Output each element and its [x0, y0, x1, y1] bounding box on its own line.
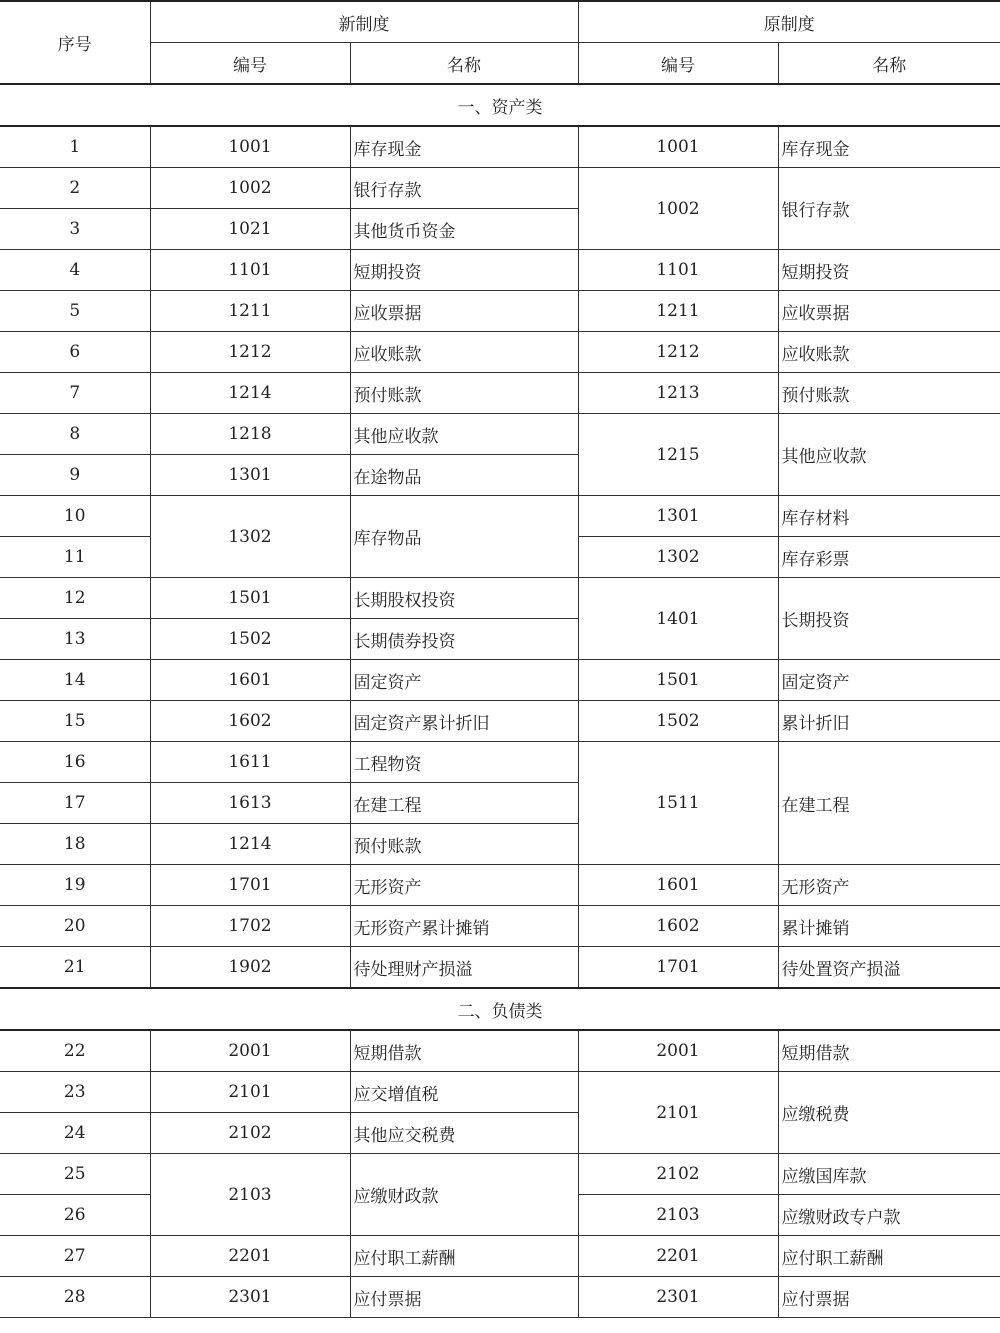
old-code-cell: 1701 [578, 947, 778, 989]
old-name-cell: 短期投资 [778, 250, 1000, 291]
seq-cell: 7 [0, 373, 150, 414]
new-name-cell: 固定资产 [350, 660, 578, 701]
new-name-cell: 预付账款 [350, 824, 578, 865]
header-old-name: 名称 [778, 43, 1000, 85]
old-code-cell: 1001 [578, 126, 778, 168]
old-name-cell: 应缴财政专户款 [778, 1195, 1000, 1236]
old-code-cell: 2102 [578, 1154, 778, 1195]
new-name-cell: 在途物品 [350, 455, 578, 496]
table-row [0, 250, 1000, 291]
new-name-cell: 银行存款 [350, 168, 578, 209]
header-old-code: 编号 [578, 43, 778, 85]
seq-cell: 12 [0, 578, 150, 619]
new-code-cell: 2101 [150, 1072, 350, 1113]
seq-cell: 8 [0, 414, 150, 455]
table-row [0, 168, 1000, 209]
seq-cell: 28 [0, 1277, 150, 1318]
new-name-cell: 其他货币资金 [350, 209, 578, 250]
new-code-cell: 1602 [150, 701, 350, 742]
table-row [0, 1030, 1000, 1072]
old-name-cell: 累计摊销 [778, 906, 1000, 947]
new-name-cell: 长期债券投资 [350, 619, 578, 660]
table-body [0, 84, 1000, 1318]
new-code-cell: 2102 [150, 1113, 350, 1154]
old-name-cell: 固定资产 [778, 660, 1000, 701]
seq-cell: 27 [0, 1236, 150, 1277]
table-row [0, 947, 1000, 989]
table-row [0, 373, 1000, 414]
table-row [0, 701, 1000, 742]
seq-cell: 9 [0, 455, 150, 496]
table-row [0, 1236, 1000, 1277]
table-row [0, 332, 1000, 373]
table-row [0, 1072, 1000, 1113]
seq-cell: 18 [0, 824, 150, 865]
new-name-cell: 应交增值税 [350, 1072, 578, 1113]
new-code-cell: 1701 [150, 865, 350, 906]
seq-cell: 4 [0, 250, 150, 291]
old-name-cell: 应收账款 [778, 332, 1000, 373]
new-name-cell: 在建工程 [350, 783, 578, 824]
new-code-cell: 1214 [150, 824, 350, 865]
table-row [0, 291, 1000, 332]
new-code-cell: 1211 [150, 291, 350, 332]
header-old-system: 原制度 [578, 1, 1000, 43]
seq-cell: 21 [0, 947, 150, 989]
old-code-cell: 1215 [578, 414, 778, 496]
new-name-cell: 应收票据 [350, 291, 578, 332]
new-name-cell: 长期股权投资 [350, 578, 578, 619]
new-name-cell: 应收账款 [350, 332, 578, 373]
seq-cell: 10 [0, 496, 150, 537]
new-name-cell: 工程物资 [350, 742, 578, 783]
old-name-cell: 库存材料 [778, 496, 1000, 537]
seq-cell: 13 [0, 619, 150, 660]
old-code-cell: 2103 [578, 1195, 778, 1236]
old-name-cell: 应缴国库款 [778, 1154, 1000, 1195]
seq-cell: 1 [0, 126, 150, 168]
old-name-cell: 库存彩票 [778, 537, 1000, 578]
new-code-cell: 1302 [150, 496, 350, 578]
seq-cell: 11 [0, 537, 150, 578]
old-code-cell: 1212 [578, 332, 778, 373]
old-name-cell: 在建工程 [778, 742, 1000, 865]
old-code-cell: 1601 [578, 865, 778, 906]
new-name-cell: 短期借款 [350, 1030, 578, 1072]
old-name-cell: 待处置资产损溢 [778, 947, 1000, 989]
new-code-cell: 1214 [150, 373, 350, 414]
new-code-cell: 1001 [150, 126, 350, 168]
seq-cell: 2 [0, 168, 150, 209]
new-name-cell: 无形资产累计摊销 [350, 906, 578, 947]
new-code-cell: 1502 [150, 619, 350, 660]
table-row [0, 496, 1000, 537]
table-row [0, 742, 1000, 783]
new-code-cell: 2301 [150, 1277, 350, 1318]
old-name-cell: 应收票据 [778, 291, 1000, 332]
seq-cell: 3 [0, 209, 150, 250]
new-code-cell: 1212 [150, 332, 350, 373]
seq-cell: 22 [0, 1030, 150, 1072]
new-code-cell: 1611 [150, 742, 350, 783]
old-name-cell: 预付账款 [778, 373, 1000, 414]
new-name-cell: 应付职工薪酬 [350, 1236, 578, 1277]
new-code-cell: 1501 [150, 578, 350, 619]
section-title: 二、负债类 [0, 988, 1000, 1030]
new-code-cell: 1002 [150, 168, 350, 209]
header-new-system: 新制度 [150, 1, 578, 43]
new-name-cell: 固定资产累计折旧 [350, 701, 578, 742]
new-code-cell: 2103 [150, 1154, 350, 1236]
table-row [0, 1277, 1000, 1318]
old-name-cell: 长期投资 [778, 578, 1000, 660]
new-name-cell: 其他应收款 [350, 414, 578, 455]
new-name-cell: 预付账款 [350, 373, 578, 414]
new-name-cell: 其他应交税费 [350, 1113, 578, 1154]
old-code-cell: 1511 [578, 742, 778, 865]
new-name-cell: 库存现金 [350, 126, 578, 168]
table-row [0, 1154, 1000, 1195]
old-code-cell: 2201 [578, 1236, 778, 1277]
table-row [0, 414, 1000, 455]
table-row [0, 865, 1000, 906]
old-code-cell: 1302 [578, 537, 778, 578]
old-code-cell: 1211 [578, 291, 778, 332]
section-title: 一、资产类 [0, 84, 1000, 126]
new-code-cell: 1601 [150, 660, 350, 701]
new-code-cell: 1218 [150, 414, 350, 455]
old-code-cell: 1301 [578, 496, 778, 537]
table-header [0, 1, 1000, 84]
new-name-cell: 短期投资 [350, 250, 578, 291]
table-row [0, 906, 1000, 947]
new-name-cell: 待处理财产损溢 [350, 947, 578, 989]
new-code-cell: 1613 [150, 783, 350, 824]
old-code-cell: 1213 [578, 373, 778, 414]
old-name-cell: 应付票据 [778, 1277, 1000, 1318]
seq-cell: 20 [0, 906, 150, 947]
header-new-name: 名称 [350, 43, 578, 85]
seq-cell: 19 [0, 865, 150, 906]
old-code-cell: 1602 [578, 906, 778, 947]
new-code-cell: 1702 [150, 906, 350, 947]
old-code-cell: 1501 [578, 660, 778, 701]
new-name-cell: 应付票据 [350, 1277, 578, 1318]
new-code-cell: 1902 [150, 947, 350, 989]
old-name-cell: 其他应收款 [778, 414, 1000, 496]
header-seq: 序号 [0, 1, 150, 84]
new-code-cell: 2001 [150, 1030, 350, 1072]
seq-cell: 26 [0, 1195, 150, 1236]
new-name-cell: 应缴财政款 [350, 1154, 578, 1236]
new-code-cell: 1021 [150, 209, 350, 250]
seq-cell: 23 [0, 1072, 150, 1113]
seq-cell: 6 [0, 332, 150, 373]
old-code-cell: 2101 [578, 1072, 778, 1154]
old-name-cell: 短期借款 [778, 1030, 1000, 1072]
seq-cell: 24 [0, 1113, 150, 1154]
seq-cell: 14 [0, 660, 150, 701]
table-row [0, 660, 1000, 701]
old-name-cell: 银行存款 [778, 168, 1000, 250]
new-code-cell: 1101 [150, 250, 350, 291]
new-code-cell: 2201 [150, 1236, 350, 1277]
seq-cell: 25 [0, 1154, 150, 1195]
seq-cell: 5 [0, 291, 150, 332]
header-new-code: 编号 [150, 43, 350, 85]
old-name-cell: 累计折旧 [778, 701, 1000, 742]
old-code-cell: 2001 [578, 1030, 778, 1072]
new-name-cell: 无形资产 [350, 865, 578, 906]
old-name-cell: 库存现金 [778, 126, 1000, 168]
seq-cell: 16 [0, 742, 150, 783]
old-name-cell: 应缴税费 [778, 1072, 1000, 1154]
old-code-cell: 1002 [578, 168, 778, 250]
old-name-cell: 无形资产 [778, 865, 1000, 906]
old-code-cell: 1502 [578, 701, 778, 742]
old-code-cell: 1401 [578, 578, 778, 660]
section-row [0, 988, 1000, 1030]
seq-cell: 15 [0, 701, 150, 742]
table-row [0, 578, 1000, 619]
seq-cell: 17 [0, 783, 150, 824]
new-name-cell: 库存物品 [350, 496, 578, 578]
old-code-cell: 1101 [578, 250, 778, 291]
section-row [0, 84, 1000, 126]
old-code-cell: 2301 [578, 1277, 778, 1318]
old-name-cell: 应付职工薪酬 [778, 1236, 1000, 1277]
new-code-cell: 1301 [150, 455, 350, 496]
table-row [0, 126, 1000, 168]
